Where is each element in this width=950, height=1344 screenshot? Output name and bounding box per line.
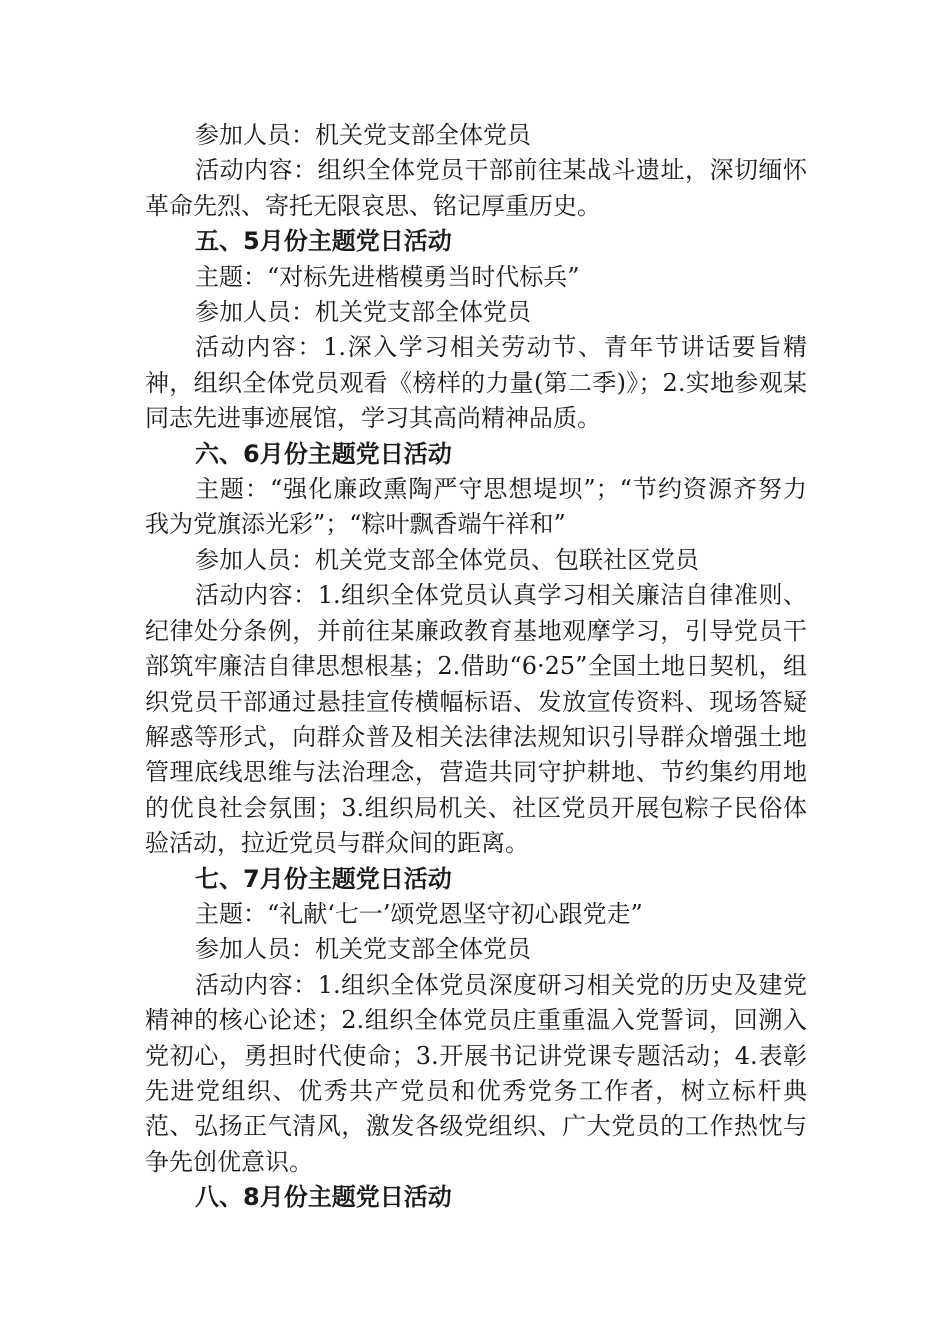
activity-content: 活动内容：1.组织全体党员认真学习相关廉洁自律准则、纪律处分条例，并前往某廉政教育基地观摩学习，引导党员干部筑牢廉洁自律思想根基；2.借助“6·25”全国土地日契机，组织党员干部通过悬挂宣传横幅标语、发放宣传资料、现场答疑解惑等形式，向群众普及相关法律法规知识引导群众增强土地管理底线思维与法治理念，营造共同守护耕地、节约集约用地的优良社会氛围；3.组织局机关、社区党员开展包粽子民俗体验活动，拉近党员与群众间的距离。 [145, 581, 807, 858]
section-heading-august: 八、8月份主题党日活动 [195, 1183, 452, 1212]
activity-content: 活动内容：组织全体党员干部前往某战斗遗址，深切缅怀革命先烈、寄托无限哀思、铭记厚重历史。 [145, 156, 807, 220]
document-page [145, 118, 807, 1216]
section-heading-june: 六、6月份主题党日活动 [195, 439, 452, 468]
theme-line: 主题：“对标先进楷模勇当时代标兵” [195, 262, 580, 291]
theme-line: 主题：“强化廉政熏陶严守思想堤坝”；“节约资源齐努力我为党旗添光彩”；“粽叶飘香端午祥和” [145, 475, 807, 539]
participants-line: 参加人员：机关党支部全体党员 [195, 935, 531, 964]
participants-line: 参加人员：机关党支部全体党员 [195, 121, 531, 149]
theme-line: 主题：“礼献‘七一’颂党恩坚守初心跟党走” [195, 899, 643, 928]
activity-content: 活动内容：1.组织全体党员深度研习相关党的历史及建党精神的核心论述；2.组织全体党员庄重重温入党誓词，回溯入党初心，勇担时代使命；3.开展书记讲党课专题活动；4.表彰先进党组织、优秀共产党员和优秀党务工作者，树立标杆典范、弘扬正气清风，激发各级党组织、广大党员的工作热忱与争先创优意识。 [145, 970, 807, 1176]
section-heading-july: 七、7月份主题党日活动 [195, 864, 452, 893]
participants-line: 参加人员：机关党支部全体党员、包联社区党员 [195, 545, 699, 574]
section-heading-may: 五、5月份主题党日活动 [195, 227, 452, 256]
participants-line: 参加人员：机关党支部全体党员 [195, 298, 531, 327]
activity-content: 活动内容：1.深入学习相关劳动节、青年节讲话要旨精神，组织全体党员观看《榜样的力量(第二季)》；2.实地参观某同志先进事迹展馆，学习其高尚精神品质。 [145, 333, 807, 433]
